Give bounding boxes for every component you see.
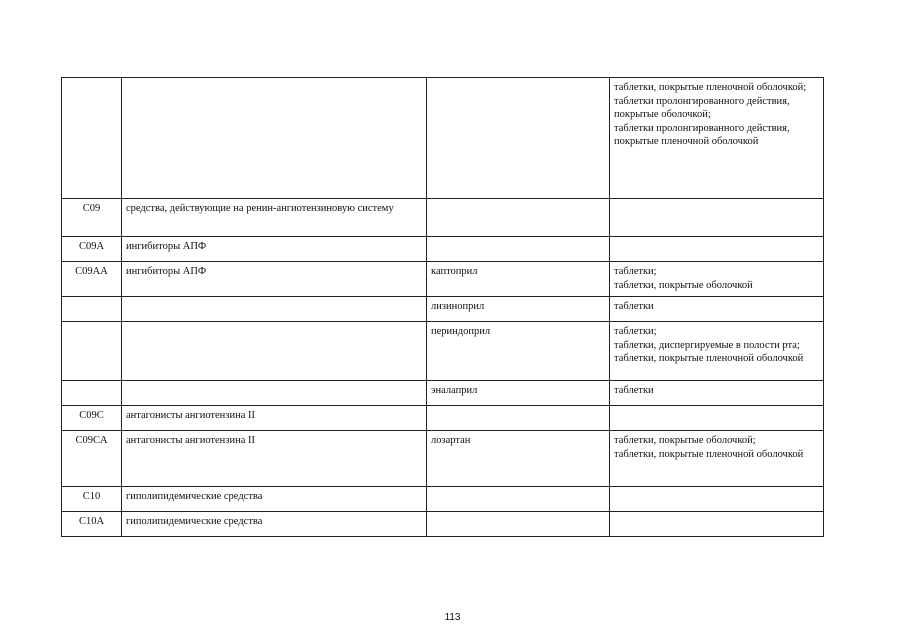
drug-name-cell: лозартан bbox=[427, 431, 610, 487]
drug-name-cell bbox=[427, 237, 610, 262]
drug-name-cell bbox=[427, 78, 610, 199]
group-name-cell: средства, действующие на ренин-ангиотензиновую систему bbox=[122, 199, 427, 237]
drug-name-cell: эналаприл bbox=[427, 381, 610, 406]
dosage-form: таблетки, покрытые пленочной оболочкой; bbox=[614, 82, 807, 93]
dosage-form: таблетки пролонгированного действия, покрытые оболочкой; bbox=[614, 95, 790, 120]
atc-code-cell: C09CA bbox=[62, 431, 122, 487]
table-row bbox=[62, 381, 824, 406]
atc-code-cell bbox=[62, 322, 122, 381]
dosage-form: таблетки bbox=[614, 385, 654, 396]
dosage-form: таблетки bbox=[614, 301, 654, 312]
group-name-cell: гиполипидемические средства bbox=[122, 512, 427, 537]
dosage-form: таблетки, покрытые оболочкой bbox=[614, 279, 753, 291]
group-name-cell: антагонисты ангиотензина II bbox=[122, 406, 427, 431]
dosage-forms-cell bbox=[610, 431, 824, 487]
atc-code-cell: C10A bbox=[62, 512, 122, 537]
dosage-form: таблетки; bbox=[614, 266, 657, 277]
dosage-forms-cell bbox=[610, 322, 824, 381]
table-row bbox=[62, 199, 824, 237]
drug-name-cell: периндоприл bbox=[427, 322, 610, 381]
group-name-cell: гиполипидемические средства bbox=[122, 487, 427, 512]
dosage-forms-cell bbox=[610, 78, 824, 199]
dosage-form: таблетки, диспергируемые в полости рта; bbox=[614, 339, 800, 351]
drug-name-cell: лизиноприл bbox=[427, 297, 610, 322]
atc-code-cell bbox=[62, 78, 122, 199]
drug-table bbox=[61, 77, 824, 537]
group-name-cell bbox=[122, 381, 427, 406]
dosage-forms-cell bbox=[610, 487, 824, 512]
drug-name-cell bbox=[427, 487, 610, 512]
dosage-forms-cell bbox=[610, 262, 824, 297]
atc-code-cell: C09C bbox=[62, 406, 122, 431]
drug-name-cell bbox=[427, 406, 610, 431]
dosage-forms-cell bbox=[610, 297, 824, 322]
dosage-forms-cell bbox=[610, 199, 824, 237]
dosage-forms-cell bbox=[610, 381, 824, 406]
atc-code-cell: C09 bbox=[62, 199, 122, 237]
group-name-cell bbox=[122, 78, 427, 199]
table-row bbox=[62, 237, 824, 262]
group-name-cell: антагонисты ангиотензина II bbox=[122, 431, 427, 487]
dosage-form: таблетки; bbox=[614, 326, 657, 337]
table-row bbox=[62, 512, 824, 537]
table-row bbox=[62, 297, 824, 322]
table-row bbox=[62, 406, 824, 431]
page-number: 113 bbox=[444, 612, 461, 623]
drug-name-cell: каптоприл bbox=[427, 262, 610, 297]
dosage-form: таблетки, покрытые пленочной оболочкой bbox=[614, 448, 804, 460]
group-name-cell bbox=[122, 297, 427, 322]
drug-name-cell bbox=[427, 512, 610, 537]
dosage-forms-cell bbox=[610, 406, 824, 431]
dosage-forms-cell bbox=[610, 237, 824, 262]
atc-code-cell bbox=[62, 297, 122, 322]
table-row bbox=[62, 322, 824, 381]
dosage-forms-cell bbox=[610, 512, 824, 537]
drug-name-cell bbox=[427, 199, 610, 237]
dosage-form: таблетки, покрытые пленочной оболочкой bbox=[614, 353, 804, 364]
table-row bbox=[62, 262, 824, 297]
dosage-form: таблетки пролонгированного действия, покрытые пленочной оболочкой bbox=[614, 122, 790, 147]
table-row bbox=[62, 78, 824, 199]
group-name-cell: ингибиторы АПФ bbox=[122, 262, 427, 297]
atc-code-cell bbox=[62, 381, 122, 406]
group-name-cell: ингибиторы АПФ bbox=[122, 237, 427, 262]
atc-code-cell: C09A bbox=[62, 237, 122, 262]
dosage-form: таблетки, покрытые оболочкой; bbox=[614, 435, 756, 446]
group-name-cell bbox=[122, 322, 427, 381]
atc-code-cell: C09AA bbox=[62, 262, 122, 297]
drug-table-body bbox=[62, 78, 824, 537]
table-row bbox=[62, 431, 824, 487]
atc-code-cell: C10 bbox=[62, 487, 122, 512]
table-row bbox=[62, 487, 824, 512]
